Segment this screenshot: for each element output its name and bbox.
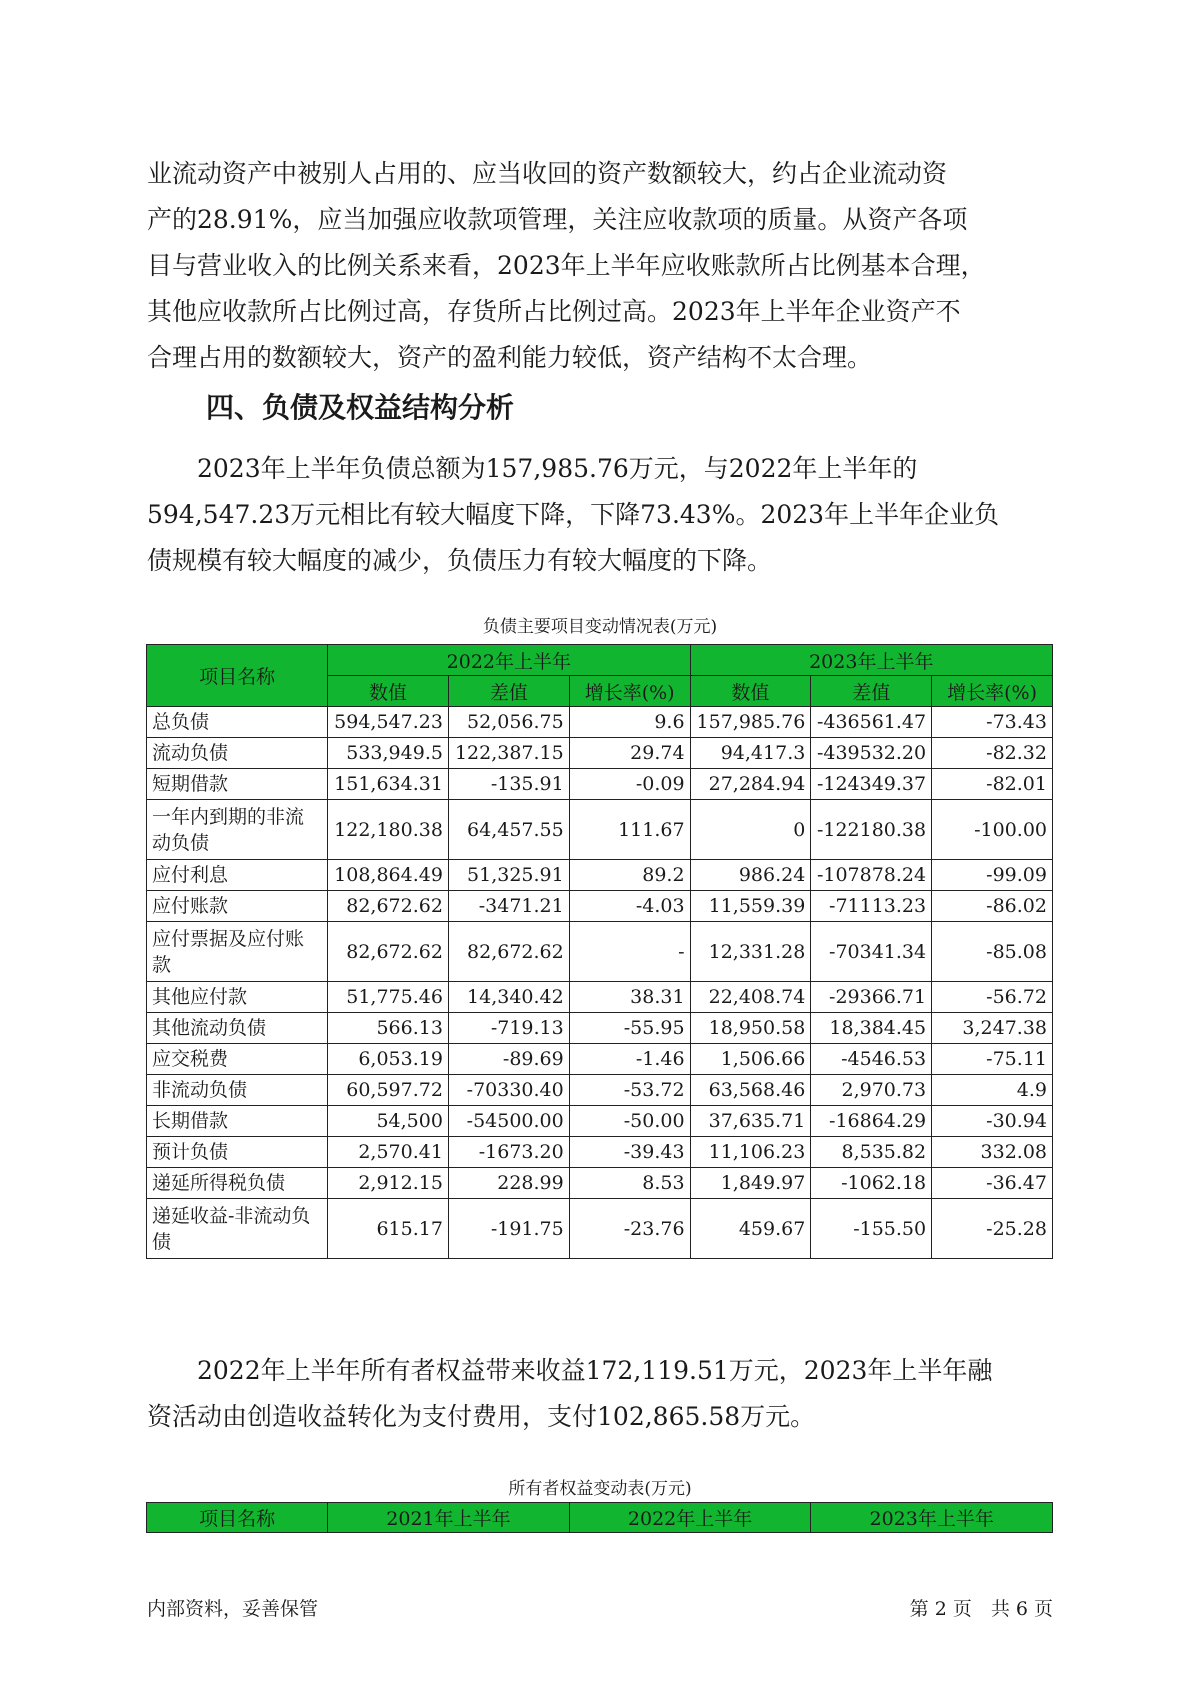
text-line: 合理占用的数额较大，资产的盈利能力较低，资产结构不太合理。 xyxy=(147,343,873,372)
cell-value: -75.11 xyxy=(932,1044,1053,1075)
cell-value: -1062.18 xyxy=(811,1168,932,1199)
equity-table-caption: 所有者权益变动表(万元) xyxy=(508,1479,692,1499)
cell-value: -4546.53 xyxy=(811,1044,932,1075)
cell-value: 54,500 xyxy=(328,1106,449,1137)
cell-value: 4.9 xyxy=(932,1075,1053,1106)
cell-value: 2,912.15 xyxy=(328,1168,449,1199)
text-line: 债规模有较大幅度的减少，负债压力有较大幅度的下降。 xyxy=(147,546,773,575)
cell-value: -25.28 xyxy=(932,1199,1053,1259)
cell-value: -191.75 xyxy=(448,1199,569,1259)
cell-value: -86.02 xyxy=(932,891,1053,922)
text-line: 其他应收款所占比例过高，存货所占比例过高。2023年上半年企业资产不 xyxy=(147,297,961,326)
cell-value: -73.43 xyxy=(932,707,1053,738)
cell-value: -23.76 xyxy=(569,1199,690,1259)
cell-value: -16864.29 xyxy=(811,1106,932,1137)
cell-value: 37,635.71 xyxy=(690,1106,811,1137)
cell-value: 60,597.72 xyxy=(328,1075,449,1106)
cell-value: 0 xyxy=(690,800,811,860)
cell-value: 111.67 xyxy=(569,800,690,860)
header-growth: 增长率(%) xyxy=(569,676,690,707)
header-group-2023: 2023年上半年 xyxy=(690,645,1052,676)
cell-value: -122180.38 xyxy=(811,800,932,860)
header-item-name: 项目名称 xyxy=(147,645,328,707)
cell-value: -50.00 xyxy=(569,1106,690,1137)
text-line: 目与营业收入的比例关系来看，2023年上半年应收账款所占比例基本合理， xyxy=(147,251,986,280)
table-row xyxy=(147,769,1053,800)
header-diff: 差值 xyxy=(811,676,932,707)
table-row xyxy=(147,982,1053,1013)
cell-value: -89.69 xyxy=(448,1044,569,1075)
cell-value: -39.43 xyxy=(569,1137,690,1168)
table-row xyxy=(147,1168,1053,1199)
table-row xyxy=(147,738,1053,769)
cell-value: 64,457.55 xyxy=(448,800,569,860)
cell-value: 82,672.62 xyxy=(328,891,449,922)
row-item-name: 递延收益-非流动负债 xyxy=(147,1199,328,1259)
cell-value: 594,547.23 xyxy=(328,707,449,738)
cell-value: 89.2 xyxy=(569,860,690,891)
text-line: 2022年上半年所有者权益带来收益172,119.51万元，2023年上半年融 xyxy=(147,1356,993,1385)
cell-value: 2,570.41 xyxy=(328,1137,449,1168)
footer-confidential-note: 内部资料，妥善保管 xyxy=(147,1598,319,1620)
cell-value: 2,970.73 xyxy=(811,1075,932,1106)
cell-value: 3,247.38 xyxy=(932,1013,1053,1044)
liability-table-caption: 负债主要项目变动情况表(万元) xyxy=(482,617,718,637)
cell-value: 459.67 xyxy=(690,1199,811,1259)
row-item-name: 总负债 xyxy=(147,707,328,738)
cell-value: 8,535.82 xyxy=(811,1137,932,1168)
cell-value: 11,559.39 xyxy=(690,891,811,922)
table-row xyxy=(147,860,1053,891)
paragraph-equity-summary xyxy=(147,1348,1053,1440)
row-item-name: 应付利息 xyxy=(147,860,328,891)
cell-value: -0.09 xyxy=(569,769,690,800)
table-row xyxy=(147,1075,1053,1106)
row-item-name: 其他应付款 xyxy=(147,982,328,1013)
cell-value: 566.13 xyxy=(328,1013,449,1044)
cell-value: 9.6 xyxy=(569,707,690,738)
cell-value: 82,672.62 xyxy=(328,922,449,982)
cell-value: 52,056.75 xyxy=(448,707,569,738)
cell-value: 63,568.46 xyxy=(690,1075,811,1106)
cell-value: -55.95 xyxy=(569,1013,690,1044)
cell-value: 986.24 xyxy=(690,860,811,891)
row-item-name: 长期借款 xyxy=(147,1106,328,1137)
cell-value: 332.08 xyxy=(932,1137,1053,1168)
cell-value: -4.03 xyxy=(569,891,690,922)
cell-value: 6,053.19 xyxy=(328,1044,449,1075)
header-2023: 2023年上半年 xyxy=(811,1503,1053,1533)
cell-value: -135.91 xyxy=(448,769,569,800)
header-growth: 增长率(%) xyxy=(932,676,1053,707)
cell-value: 157,985.76 xyxy=(690,707,811,738)
cell-value: 11,106.23 xyxy=(690,1137,811,1168)
header-2022: 2022年上半年 xyxy=(569,1503,811,1533)
page-number: 第 2 页 共 6 页 xyxy=(909,1598,1053,1620)
cell-value: 22,408.74 xyxy=(690,982,811,1013)
row-item-name: 应交税费 xyxy=(147,1044,328,1075)
cell-value: 228.99 xyxy=(448,1168,569,1199)
cell-value: 1,849.97 xyxy=(690,1168,811,1199)
table-row xyxy=(147,922,1053,982)
cell-value: -30.94 xyxy=(932,1106,1053,1137)
paragraph-liability-summary xyxy=(147,446,1053,584)
cell-value: -436561.47 xyxy=(811,707,932,738)
cell-value: 82,672.62 xyxy=(448,922,569,982)
cell-value: -124349.37 xyxy=(811,769,932,800)
cell-value: -53.72 xyxy=(569,1075,690,1106)
cell-value: -155.50 xyxy=(811,1199,932,1259)
row-item-name: 非流动负债 xyxy=(147,1075,328,1106)
cell-value: 533,949.5 xyxy=(328,738,449,769)
cell-value: 18,384.45 xyxy=(811,1013,932,1044)
header-item-name: 项目名称 xyxy=(147,1503,328,1533)
cell-value: 27,284.94 xyxy=(690,769,811,800)
text-line: 2023年上半年负债总额为157,985.76万元，与2022年上半年的 xyxy=(147,454,918,483)
cell-value: -70341.34 xyxy=(811,922,932,982)
cell-value: -70330.40 xyxy=(448,1075,569,1106)
cell-value: -29366.71 xyxy=(811,982,932,1013)
cell-value: -85.08 xyxy=(932,922,1053,982)
cell-value: 14,340.42 xyxy=(448,982,569,1013)
row-item-name: 流动负债 xyxy=(147,738,328,769)
cell-value: -36.47 xyxy=(932,1168,1053,1199)
cell-value: 122,387.15 xyxy=(448,738,569,769)
text-line: 资活动由创造收益转化为支付费用，支付102,865.58万元。 xyxy=(147,1402,816,1431)
table-row xyxy=(147,1106,1053,1137)
cell-value: 615.17 xyxy=(328,1199,449,1259)
cell-value: 94,417.3 xyxy=(690,738,811,769)
cell-value: 51,775.46 xyxy=(328,982,449,1013)
liability-change-table xyxy=(146,644,1053,1259)
cell-value: 8.53 xyxy=(569,1168,690,1199)
cell-value: -82.01 xyxy=(932,769,1053,800)
table-row xyxy=(147,1044,1053,1075)
header-diff: 差值 xyxy=(448,676,569,707)
table-row xyxy=(147,1199,1053,1259)
row-item-name: 应付票据及应付账款 xyxy=(147,922,328,982)
cell-value: -56.72 xyxy=(932,982,1053,1013)
table-row xyxy=(147,800,1053,860)
table-row xyxy=(147,707,1053,738)
cell-value: -99.09 xyxy=(932,860,1053,891)
cell-value: -439532.20 xyxy=(811,738,932,769)
equity-change-table xyxy=(146,1502,1053,1533)
row-item-name: 预计负债 xyxy=(147,1137,328,1168)
cell-value: -100.00 xyxy=(932,800,1053,860)
cell-value: -1.46 xyxy=(569,1044,690,1075)
cell-value: - xyxy=(569,922,690,982)
text-line: 594,547.23万元相比有较大幅度下降，下降73.43%。2023年上半年企业负 xyxy=(147,500,1000,529)
text-line: 业流动资产中被别人占用的、应当收回的资产数额较大，约占企业流动资 xyxy=(147,159,948,188)
cell-value: -54500.00 xyxy=(448,1106,569,1137)
table-row xyxy=(147,891,1053,922)
header-group-2022: 2022年上半年 xyxy=(328,645,690,676)
cell-value: -1673.20 xyxy=(448,1137,569,1168)
cell-value: 29.74 xyxy=(569,738,690,769)
text-line: 产的28.91%，应当加强应收款项管理，关注应收款项的质量。从资产各项 xyxy=(147,205,968,234)
cell-value: 1,506.66 xyxy=(690,1044,811,1075)
header-2021: 2021年上半年 xyxy=(328,1503,570,1533)
cell-value: 151,634.31 xyxy=(328,769,449,800)
cell-value: 12,331.28 xyxy=(690,922,811,982)
section-heading: 四、负债及权益结构分析 xyxy=(206,391,515,424)
header-value: 数值 xyxy=(328,676,449,707)
cell-value: -71113.23 xyxy=(811,891,932,922)
cell-value: -82.32 xyxy=(932,738,1053,769)
row-item-name: 应付账款 xyxy=(147,891,328,922)
cell-value: -719.13 xyxy=(448,1013,569,1044)
row-item-name: 短期借款 xyxy=(147,769,328,800)
cell-value: 108,864.49 xyxy=(328,860,449,891)
cell-value: 18,950.58 xyxy=(690,1013,811,1044)
cell-value: 122,180.38 xyxy=(328,800,449,860)
cell-value: 38.31 xyxy=(569,982,690,1013)
paragraph-asset-analysis xyxy=(147,151,1053,381)
table-row xyxy=(147,1013,1053,1044)
row-item-name: 一年内到期的非流动负债 xyxy=(147,800,328,860)
row-item-name: 其他流动负债 xyxy=(147,1013,328,1044)
cell-value: -107878.24 xyxy=(811,860,932,891)
cell-value: 51,325.91 xyxy=(448,860,569,891)
row-item-name: 递延所得税负债 xyxy=(147,1168,328,1199)
table-row xyxy=(147,1137,1053,1168)
cell-value: -3471.21 xyxy=(448,891,569,922)
header-value: 数值 xyxy=(690,676,811,707)
